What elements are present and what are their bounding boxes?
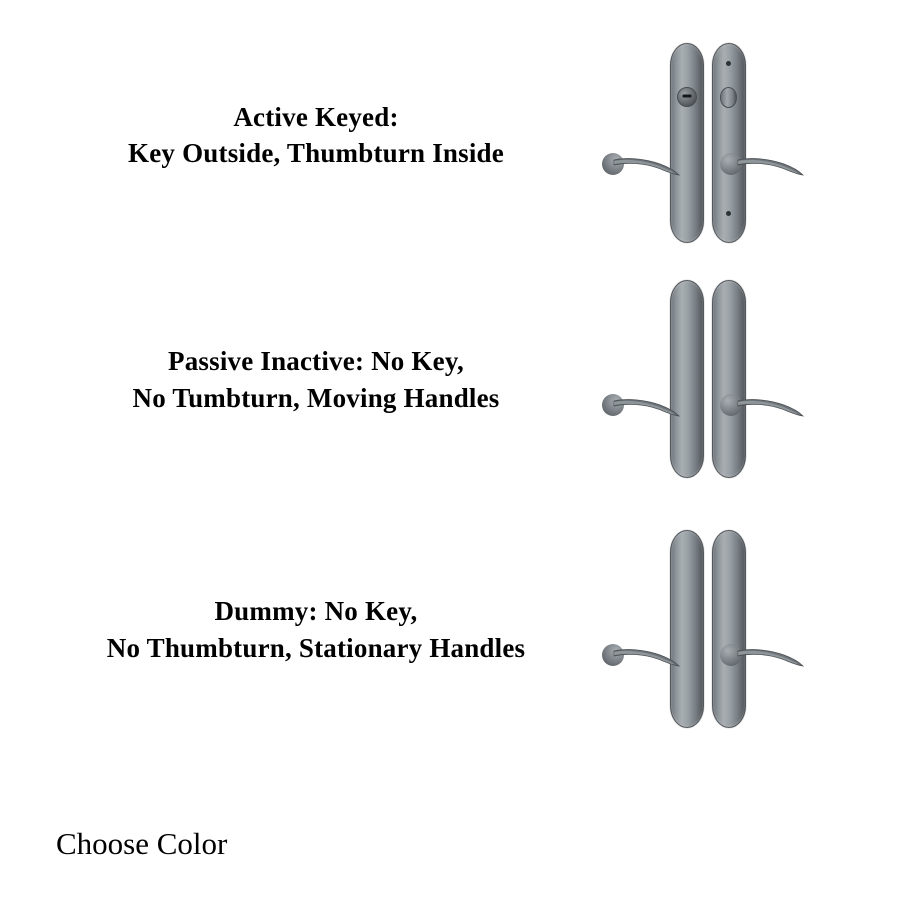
escutcheon-plate-inside <box>712 530 746 728</box>
lever-handle-icon-outside <box>602 642 680 672</box>
option-label-line-1: Dummy: No Key, <box>214 596 418 627</box>
lever-handle-icon-inside <box>720 642 798 672</box>
handle-arm <box>732 396 804 418</box>
handle-arm <box>732 155 804 177</box>
option-label-line-2: Key Outside, Thumbturn Inside <box>128 138 504 168</box>
option-row-passive-inactive[interactable] <box>0 272 900 487</box>
option-label-line-2: No Tumbturn, Moving Handles <box>132 382 500 413</box>
option-label-active-keyed <box>0 99 640 172</box>
handle-arm <box>608 155 680 177</box>
hardware-illustration-active-keyed <box>640 25 890 245</box>
screw-dot-top <box>726 61 731 66</box>
handle-arm <box>608 396 680 418</box>
option-label-passive-inactive <box>0 343 640 416</box>
choose-color-label[interactable]: Choose Color <box>56 826 228 861</box>
escutcheon-plate-outside <box>670 530 704 728</box>
keyhole-icon <box>677 87 697 107</box>
escutcheon-plate-outside <box>670 43 704 243</box>
escutcheon-plate-inside <box>712 280 746 478</box>
lever-handle-icon-outside <box>602 151 680 181</box>
lever-handle-icon-inside <box>720 151 798 181</box>
hardware-illustration-dummy <box>640 520 890 740</box>
lever-handle-icon-outside <box>602 392 680 422</box>
option-row-active-keyed[interactable] <box>0 20 900 250</box>
handle-arm <box>608 646 680 668</box>
thumbturn-icon <box>720 87 737 108</box>
screw-dot-bottom <box>726 211 731 216</box>
lever-handle-icon-inside <box>720 392 798 422</box>
option-label-line-2: No Thumbturn, Stationary Handles <box>106 632 526 663</box>
hardware-illustration-passive-inactive <box>640 270 890 490</box>
option-label-line-1: Active Keyed: <box>233 101 399 132</box>
option-label-dummy <box>0 593 640 666</box>
escutcheon-plate-outside <box>670 280 704 478</box>
option-row-dummy[interactable] <box>0 522 900 737</box>
handle-arm <box>732 646 804 668</box>
option-label-line-1: Passive Inactive: No Key, <box>168 346 464 377</box>
